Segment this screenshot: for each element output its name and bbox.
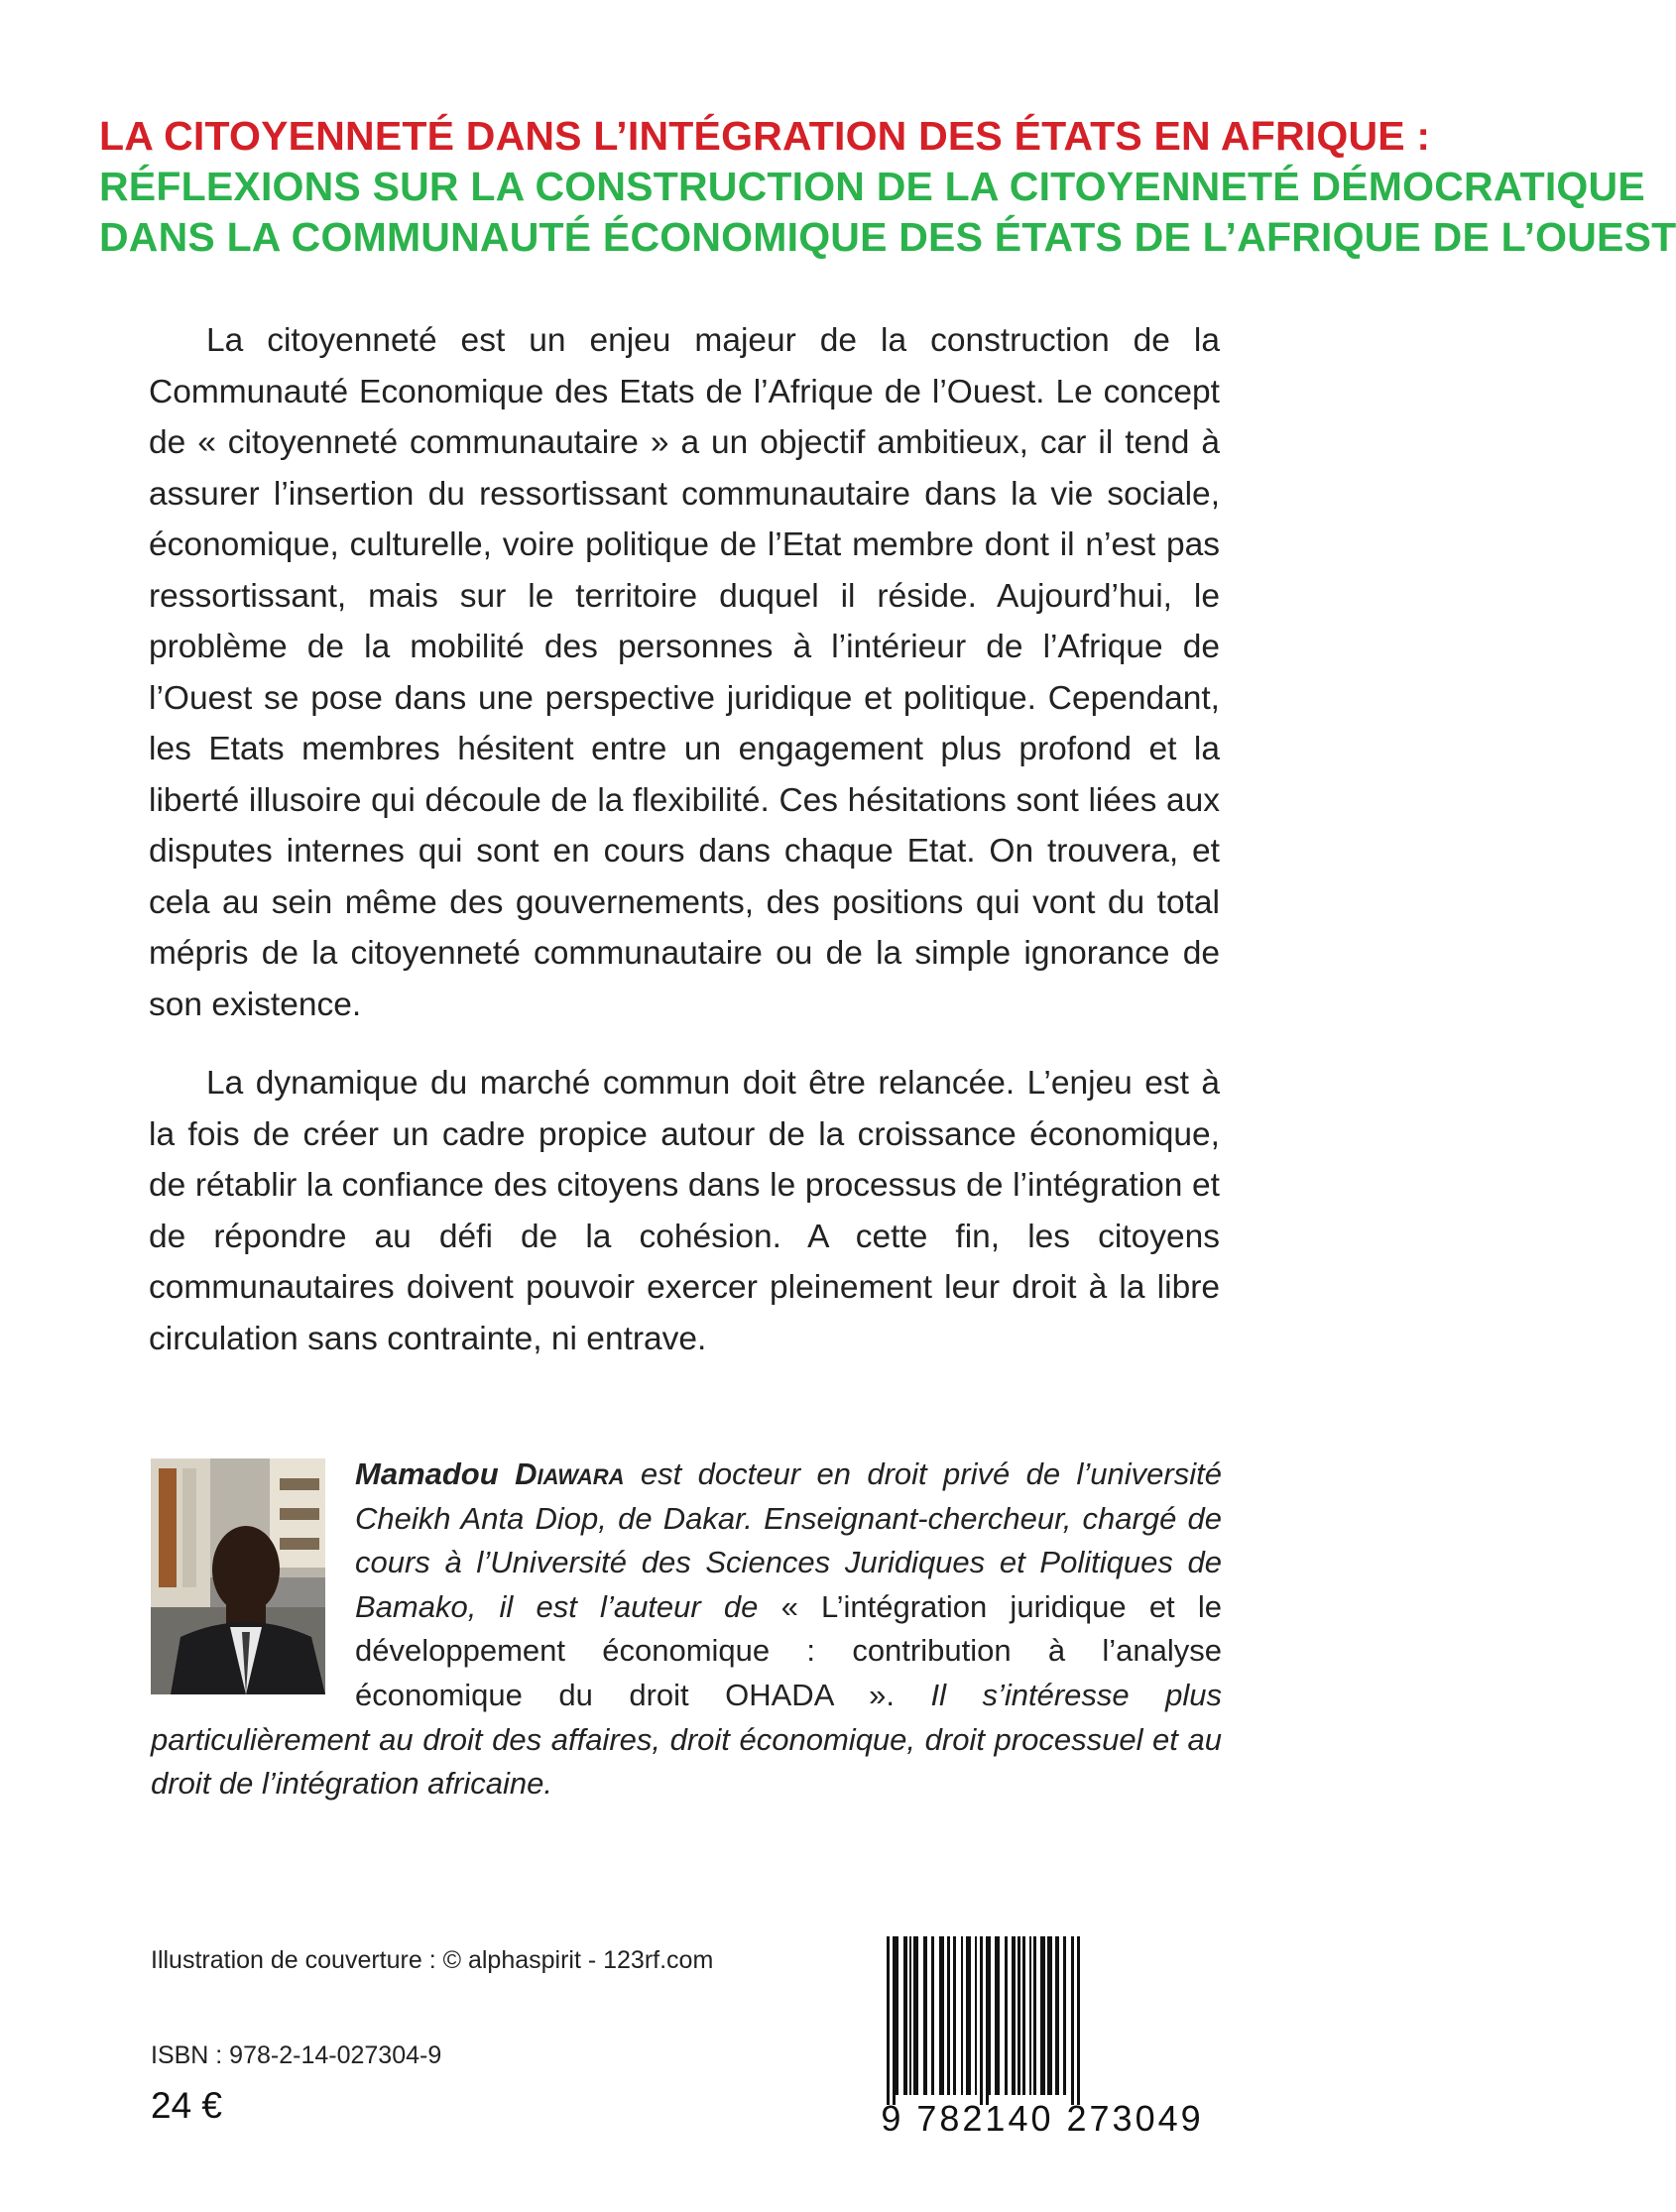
barcode-bar (953, 1936, 956, 2095)
author-bio (151, 1453, 1222, 1806)
barcode-bar (1022, 1936, 1025, 2095)
barcode (859, 1936, 1226, 2139)
price: 24 € (151, 2085, 223, 2126)
author-book-title: « L’intégration juridique et le développement économique : contribution à l’analyse économique du droit OHADA ». (355, 1588, 1222, 1712)
barcode-icon (859, 1936, 1226, 2139)
barcode-bar (1033, 1936, 1036, 2095)
author-last-name: Diawara (515, 1456, 625, 1491)
author-bio-text-2: Il s’intéresse plus particulièrement au droit des affaires, droit économique, droit processuel et au droit de l’intégration africaine. (151, 1677, 1222, 1802)
barcode-bar (980, 1936, 983, 2105)
barcode-bar (1018, 1936, 1020, 2095)
barcode-bar (966, 1936, 971, 2095)
barcode-bar (939, 1936, 944, 2095)
barcode-bar (1005, 1936, 1008, 2095)
book-title (99, 111, 1676, 263)
barcode-bar (913, 1936, 918, 2095)
barcode-bar (995, 1936, 1000, 2095)
title-line-2: RÉFLEXIONS SUR LA CONSTRUCTION DE LA CITOYENNETÉ DÉMOCRATIQUE (99, 164, 1645, 209)
barcode-bar (903, 1936, 907, 2095)
barcode-bar (1055, 1936, 1059, 2095)
barcode-bar (1029, 1936, 1031, 2095)
barcode-bar (989, 1936, 991, 2095)
author-first-name: Mamadou (355, 1456, 499, 1491)
blurb-paragraph-2: La dynamique du marché commun doit être relancée. L’enjeu est à la fois de créer un cadre propice autour de la croissance économique, de rétablir la confiance des citoyens dans le processus de l’intégration et de répondre au défi de la cohésion. A cette fin, les citoyens communautaires doivent pouvoir exercer pleinement leur droit à la libre circulation sans contrainte, ni entrave. (149, 1065, 1220, 1357)
blurb-paragraph-1: La citoyenneté est un enjeu majeur de la construction de la Communauté Economique des Etats de l’Afrique de l’Ouest. Le concept de « citoyenneté communautaire » a un objectif ambitieux, car il tend à assurer l’insertion du ressortissant communautaire dans la vie sociale, économique, culturelle, voire politique de l’Etat membre dont il n’est pas ressortissant, mais sur le territoire duquel il réside. Aujourd’hui, le problème de la mobilité des personnes à l’intérieur de l’Afrique de l’Ouest se pose dans une perspective juridique et politique. Cependant, les Etats membres hésitent entre un engagement plus profond et la liberté illusoire qui découle de la flexibilité. Ces hésitations sont liées aux disputes internes qui sont en cours dans chaque Etat. On trouvera, et cela au sein même des gouvernements, des positions qui vont du total mépris de la citoyenneté communautaire ou de la simple ignorance de son existence. (149, 322, 1220, 1023)
barcode-bar (961, 1936, 963, 2095)
barcode-bar (931, 1936, 934, 2095)
barcode-digits: 9 782140 273049 (881, 2098, 1204, 2139)
isbn: ISBN : 978-2-14-027304-9 (151, 2041, 442, 2069)
barcode-bar (887, 1936, 890, 2105)
barcode-bar (1077, 1936, 1080, 2105)
barcode-bar (947, 1936, 950, 2095)
author-portrait-image (151, 1458, 325, 1694)
barcode-bar (909, 1936, 911, 2095)
blurb (149, 315, 1220, 1364)
barcode-bar (896, 1936, 898, 2095)
barcode-bar (1063, 1936, 1066, 2095)
barcode-bar (1047, 1936, 1052, 2095)
barcode-bar (1040, 1936, 1045, 2095)
title-line-1: LA CITOYENNETÉ DANS L’INTÉGRATION DES ÉTATS EN AFRIQUE : (99, 113, 1431, 159)
title-line-3: DANS LA COMMUNAUTÉ ÉCONOMIQUE DES ÉTATS DE L’AFRIQUE DE L’OUEST (99, 214, 1676, 260)
author-bio-text-1: est docteur en droit privé de l’université Cheikh Anta Diop, de Dakar. Enseignant-chercheur, chargé de cours à l’Université des Sciences Juridiques et Politiques de Bamako, il est l’auteur de (355, 1456, 1222, 1624)
barcode-bar (975, 1936, 977, 2095)
author-photo (151, 1458, 325, 1694)
barcode-bar (893, 1936, 896, 2105)
barcode-bar (1071, 1936, 1074, 2105)
barcode-bar (1012, 1936, 1016, 2095)
barcode-bar (986, 1936, 989, 2105)
barcode-bar (923, 1936, 927, 2095)
cover-credit: Illustration de couverture : © alphaspirit - 123rf.com (151, 1946, 714, 1974)
